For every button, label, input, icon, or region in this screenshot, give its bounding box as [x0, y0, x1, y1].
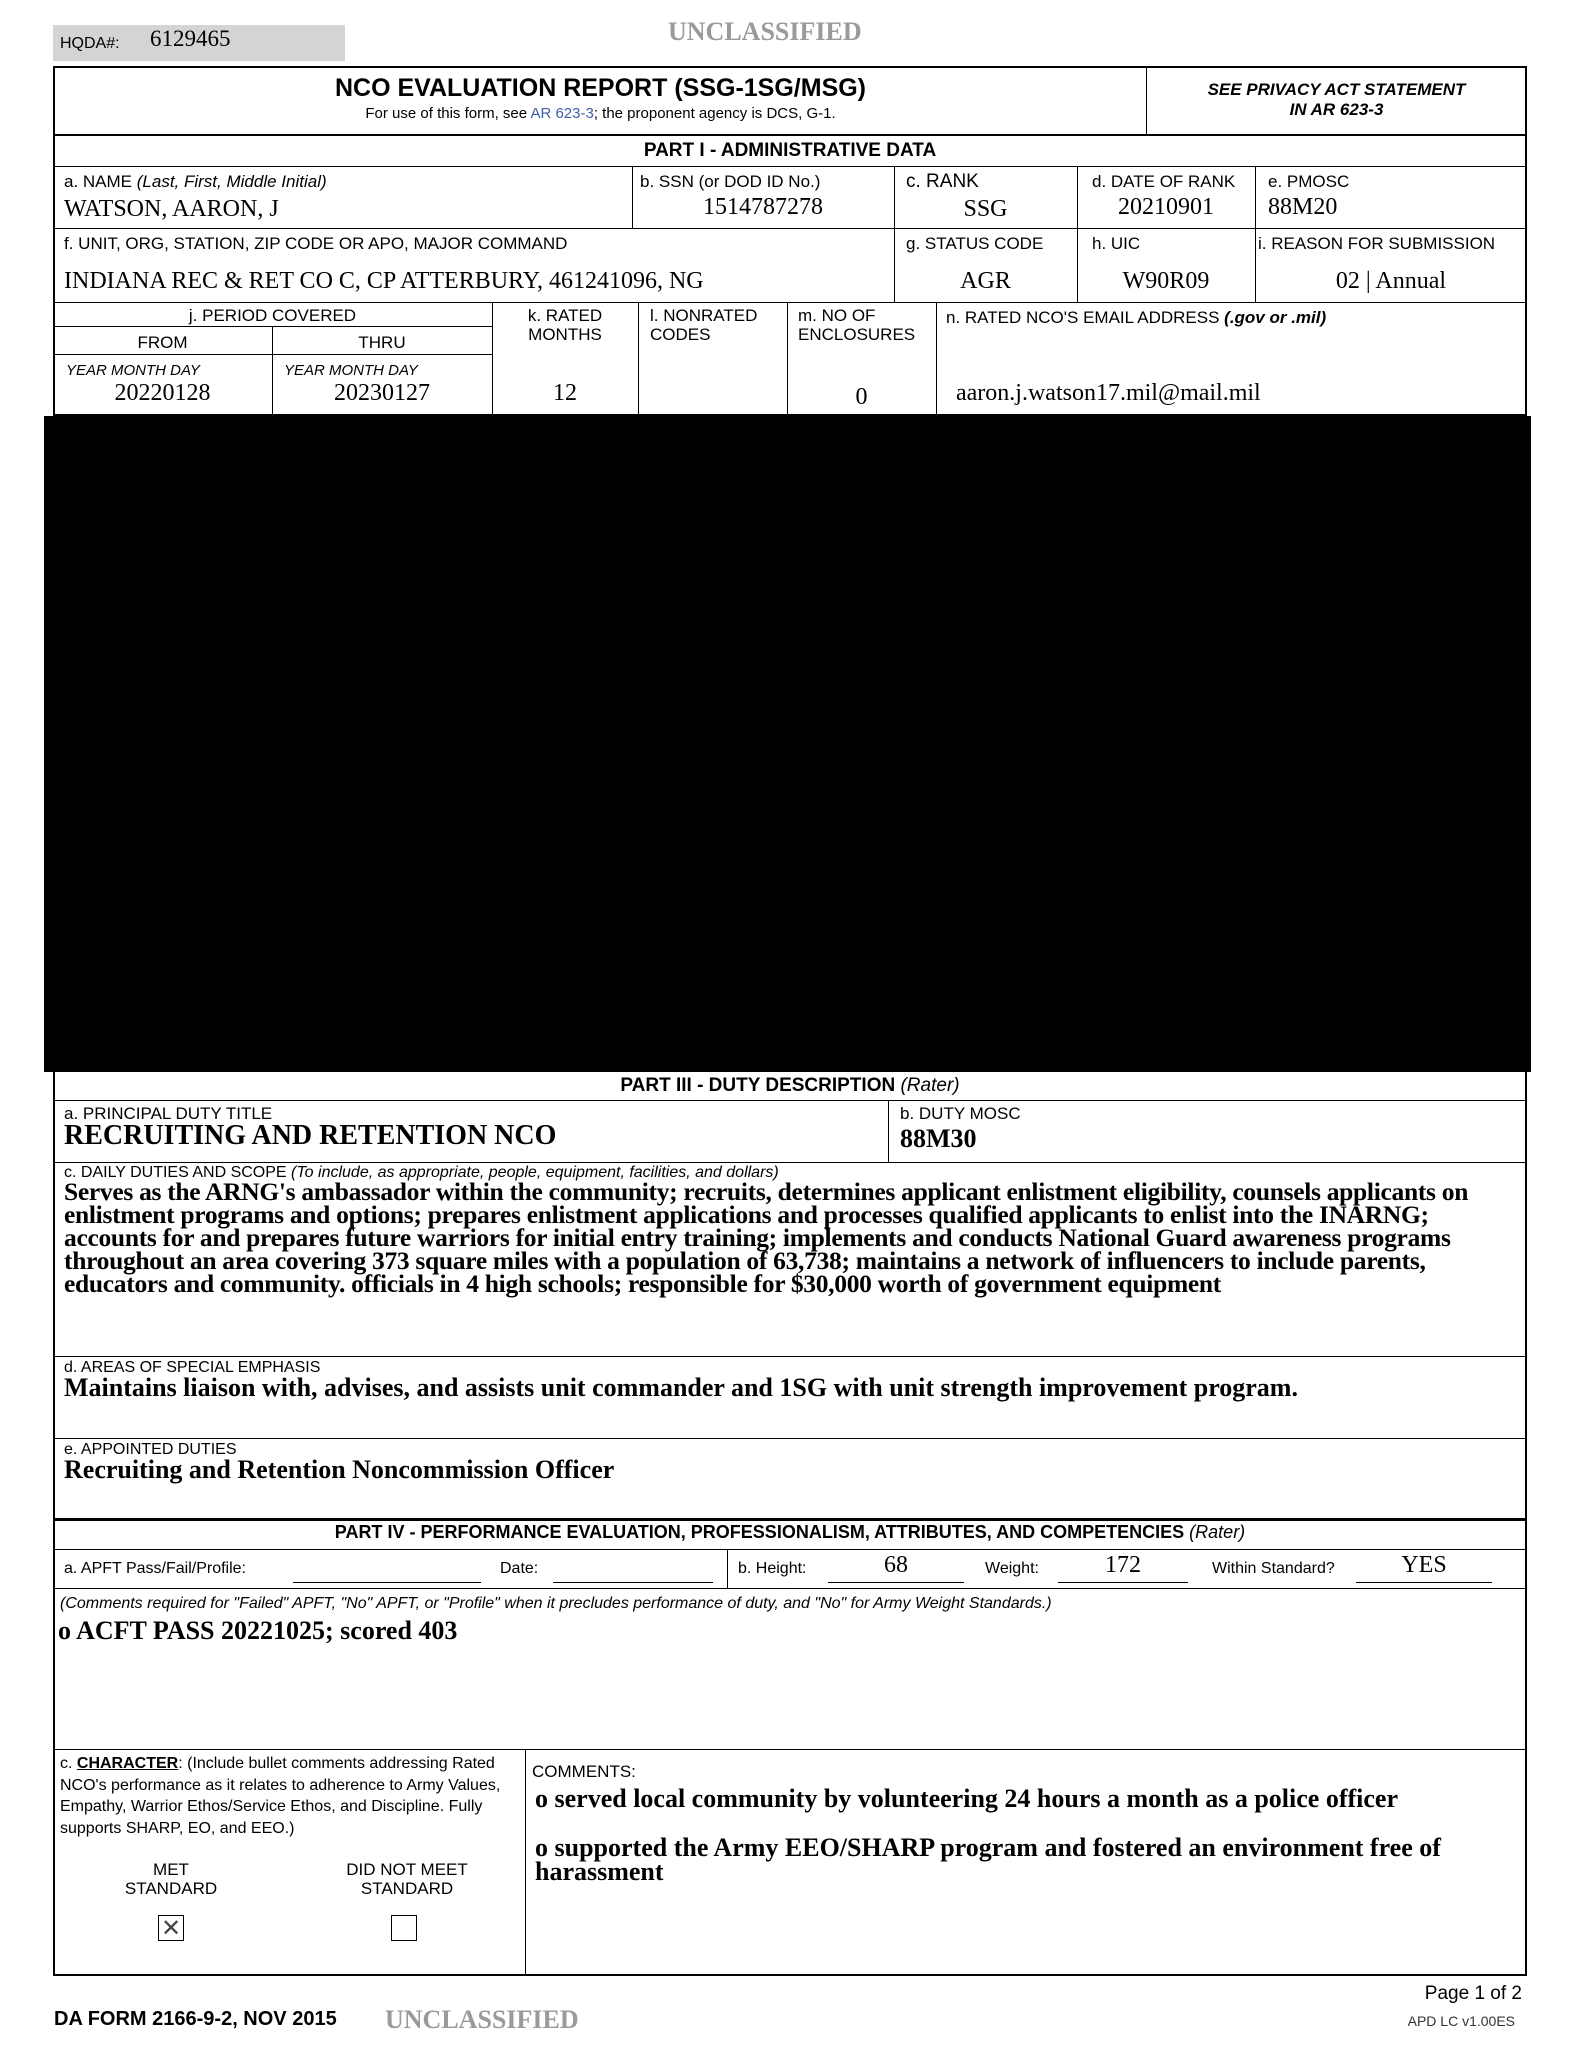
duty-mosc-label: b. DUTY MOSC [900, 1104, 1021, 1123]
apft-note: (Comments required for "Failed" APFT, "No" APFT, or "Profile" when it precludes performance of duty, and "No" for Army Weight Standards.) [60, 1595, 1052, 1612]
pmosc-value: 88M20 [1268, 194, 1338, 220]
unit-label: f. UNIT, ORG, STATION, ZIP CODE OR APO, MAJOR COMMAND [64, 234, 568, 253]
thru-date: 20230127 [334, 380, 430, 406]
part4-box [53, 1518, 1527, 1976]
ssn-label: b. SSN (or DOD ID No.) [640, 172, 821, 191]
character-label: c. CHARACTER: (Include bullet comments addressing Rated NCO's performance as it relates to adherence to Army Values, Empathy, Warrior Ethos/Service Ethos, and Discipline. Fully supports SHARP, EO, and EEO.) [60, 1755, 501, 1837]
principal-duty-title-value: RECRUITING AND RETENTION NCO [64, 1120, 557, 1151]
name-value: WATSON, AARON, J [64, 196, 279, 222]
unit-value: INDIANA REC & RET CO C, CP ATTERBURY, 461241096, NG [64, 268, 704, 294]
rank-value: SSG [963, 196, 1008, 222]
hqda-number: 6129465 [150, 26, 231, 51]
pmosc-label: e. PMOSC [1268, 172, 1350, 191]
email-label: n. RATED NCO'S EMAIL ADDRESS (.gov or .mil) [946, 308, 1327, 327]
apft-label: a. APFT Pass/Fail/Profile: [64, 1560, 246, 1577]
uic-value: W90R09 [1122, 268, 1210, 294]
comments-label: COMMENTS: [532, 1762, 636, 1781]
enclosures-label: m. NO OF ENCLOSURES [798, 306, 916, 344]
character-comment-2: o supported the Army EEO/SHARP program and fostered an environment free of harassment [535, 1833, 1441, 1886]
weight-label: Weight: [985, 1560, 1039, 1577]
special-emphasis-label: d. AREAS OF SPECIAL EMPHASIS [64, 1359, 321, 1376]
daily-duties-label: c. DAILY DUTIES AND SCOPE (To include, as appropriate, people, equipment, facilities, and dollars) [64, 1164, 779, 1181]
enclosures-value: 0 [855, 384, 868, 410]
reason-value: 02 | Annual [1335, 268, 1447, 294]
did-not-meet-standard-label: DID NOT MEET STANDARD [346, 1860, 468, 1898]
from-ymd-label: YEAR MONTH DAY [66, 362, 200, 379]
apft-date-label: Date: [500, 1560, 539, 1577]
weight-value: 172 [1105, 1552, 1141, 1578]
form-version: APD LC v1.00ES [1407, 2013, 1515, 2029]
date-of-rank-value: 20210901 [1118, 194, 1214, 220]
ssn-value: 1514787278 [703, 194, 823, 220]
appointed-duties-label: e. APPOINTED DUTIES [64, 1441, 237, 1458]
nonrated-codes-label: l. NONRATED CODES [650, 306, 758, 344]
reason-label: i. REASON FOR SUBMISSION [1258, 234, 1496, 253]
classification-bottom: UNCLASSIFIED [385, 2005, 579, 2034]
did-not-meet-standard-checkbox[interactable] [391, 1915, 417, 1941]
part3-title: PART III - DUTY DESCRIPTION (Rater) [620, 1075, 960, 1096]
period-covered-label: j. PERIOD COVERED [188, 306, 357, 325]
uic-label: h. UIC [1092, 234, 1141, 253]
checked-x-icon: ✕ [160, 1914, 182, 1942]
hqda-label: HQDA#: [60, 35, 120, 52]
status-code-value: AGR [960, 268, 1011, 294]
status-code-label: g. STATUS CODE [906, 234, 1044, 253]
duty-mosc-value: 88M30 [900, 1124, 977, 1153]
form-id: DA FORM 2166-9-2, NOV 2015 [54, 2008, 337, 2030]
apft-comment: o ACFT PASS 20221025; scored 403 [58, 1616, 458, 1645]
date-of-rank-label: d. DATE OF RANK [1092, 172, 1236, 191]
rated-months-label: k. RATED MONTHS [527, 306, 603, 344]
thru-label: THRU [358, 333, 406, 352]
email-value: aaron.j.watson17.mil@mail.mil [956, 380, 1261, 406]
part4-title: PART IV - PERFORMANCE EVALUATION, PROFESSIONALISM, ATTRIBUTES, AND COMPETENCIES (Rater) [334, 1522, 1246, 1542]
within-standard-label: Within Standard? [1212, 1560, 1335, 1577]
ar-623-3-link[interactable]: AR 623-3 [530, 105, 594, 122]
height-label: b. Height: [738, 1560, 807, 1577]
form-subtitle: For use of this form, see AR 623-3; the proponent agency is DCS, G-1. [365, 105, 836, 122]
rank-label: c. RANK [906, 171, 979, 192]
special-emphasis-value: Maintains liaison with, advises, and assists unit commander and 1SG with unit strength improvement program. [64, 1373, 1298, 1402]
within-standard-value: YES [1401, 1552, 1447, 1578]
height-value: 68 [884, 1552, 908, 1578]
met-standard-label: MET STANDARD [124, 1860, 218, 1898]
redacted-block [44, 416, 1531, 1072]
part1-title: PART I - ADMINISTRATIVE DATA [643, 140, 937, 161]
met-standard-checkbox[interactable] [158, 1915, 184, 1941]
form-title: NCO EVALUATION REPORT (SSG-1SG/MSG) [334, 74, 867, 102]
from-date: 20220128 [114, 380, 211, 406]
page-number: Page 1 of 2 [1424, 1983, 1522, 2004]
classification-top: UNCLASSIFIED [668, 17, 862, 46]
principal-duty-title-label: a. PRINCIPAL DUTY TITLE [64, 1104, 273, 1123]
character-comment-1: o served local community by volunteering 24 hours a month as a police officer [535, 1784, 1398, 1813]
rated-months-value: 12 [553, 380, 577, 406]
name-label: a. NAME (Last, First, Middle Initial) [64, 172, 327, 191]
appointed-duties-value: Recruiting and Retention Noncommission Officer [64, 1455, 615, 1484]
privacy-act-statement: SEE PRIVACY ACT STATEMENT IN AR 623-3 [1207, 80, 1466, 119]
daily-duties-value: Serves as the ARNG's ambassador within the community; recruits, determines applicant enlistment eligibility, counsels applicants on enlistment programs and options; prepares enlistment applications and processes qualified applicants to enlist into the INARNG; accounts for and prepares future warriors for initial entry training; implements and conducts National Guard awareness programs throughout an area covering 373 square miles with a population of 63,738; maintains a network of influencers to include parents, educators and community. officials in 4 high schools; responsible for $30,000 worth of government equipment [64, 1177, 1469, 1298]
from-label: FROM [137, 333, 188, 352]
thru-ymd-label: YEAR MONTH DAY [284, 362, 418, 379]
